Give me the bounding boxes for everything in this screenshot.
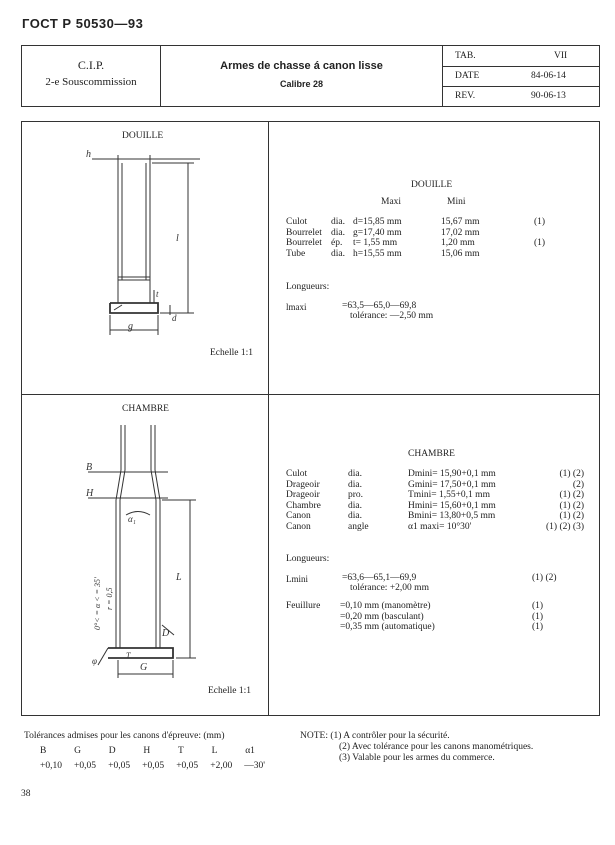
maxi-value: h=15,55 mm [353, 248, 402, 259]
douille-heading: DOUILLE [411, 180, 453, 190]
part-name: Drageoir [286, 479, 320, 490]
row-notes: (1) (2) [559, 469, 584, 479]
chambre-T-label: T [126, 651, 131, 660]
douille-l-label: l [176, 233, 179, 244]
lmini-value: =63,6—65,1—69,9 [342, 573, 417, 583]
part-name: Canon [286, 511, 311, 521]
standard-header: ГОСТ Р 50530—93 [22, 16, 144, 31]
rev-label: REV. [455, 91, 476, 101]
tolerance-letter: H [143, 746, 151, 756]
measure-kind: pro. [348, 490, 364, 500]
tolerance-letter: G [74, 746, 81, 756]
part-name: Bourrelet [286, 238, 322, 248]
row-note: (1) [534, 217, 546, 227]
divider [268, 122, 269, 715]
tolerance-letters [40, 746, 255, 756]
note-3: (3) Valable pour les armes du commerce. [339, 753, 495, 763]
douille-g-label: g [128, 321, 133, 332]
feuillure-note: (1) [532, 622, 544, 632]
row-notes: (1) (2) [559, 490, 584, 500]
part-name: Tube [286, 248, 306, 259]
chambre-scale: Echelle 1:1 [208, 686, 251, 696]
chambre-phi-label: φ [92, 656, 97, 666]
chambre-B-label: B [86, 462, 93, 473]
measure-kind: ép. [331, 238, 343, 248]
feuillure-note: (1) [532, 611, 544, 622]
douille-d-label: d [172, 313, 177, 323]
tab-value: VII [554, 51, 568, 61]
maxi-value: t= 1,55 mm [353, 238, 398, 248]
chambre-H-label: H [86, 488, 94, 499]
lmini-notes: (1) (2) [532, 573, 557, 583]
feuillure-row [340, 622, 550, 633]
lmaxi-value: =63,5—65,0—69,8 [342, 301, 417, 311]
lmini-tolerance: tolérance: +2,00 mm [350, 583, 429, 593]
maxi-value: g=17,40 mm [353, 227, 402, 238]
lmaxi-label: lmaxi [286, 302, 307, 312]
chambre-row [286, 511, 586, 522]
measure-kind: dia. [348, 511, 362, 521]
org-sub: 2-e Souscommission [45, 76, 137, 88]
row-notes: (1) (2) [559, 500, 584, 511]
divider [160, 46, 161, 106]
chambre-row [286, 469, 586, 480]
rev-value: 90-06-13 [531, 91, 566, 101]
feuillure-row [340, 612, 550, 623]
divider [442, 46, 443, 106]
min-value: Bmini= 13,80+0,5 mm [408, 511, 496, 521]
feuillure-note: (1) [532, 601, 544, 611]
tolerance-value: +2,00 [210, 761, 233, 771]
feuillure-list [340, 601, 550, 633]
chambre-alpha-range: 0°< = α < = 35' [93, 577, 102, 630]
tolerance-letter: L [211, 746, 218, 756]
chambre-L-label: L [176, 572, 182, 583]
lmini-label: Lmini [286, 574, 308, 584]
tab-label: TAB. [455, 51, 476, 61]
measure-kind: dia. [331, 217, 345, 227]
measure-kind: dia. [331, 227, 345, 238]
org-name: C.I.P. [77, 58, 105, 72]
part-name: Culot [286, 217, 308, 227]
divider [22, 394, 599, 395]
feuillure-row [340, 601, 550, 612]
measure-kind: angle [348, 521, 369, 532]
tolerance-letter: α1 [245, 746, 255, 756]
measure-kind: dia. [348, 479, 362, 490]
feuillure-value: =0,35 mm (automatique) [340, 622, 435, 632]
tolerance-letter: D [108, 746, 116, 756]
part-name: Canon [286, 521, 311, 532]
part-name: Bourrelet [286, 227, 322, 238]
tolerance-value: +0,05 [74, 761, 97, 771]
tolerance-value: +0,05 [108, 761, 131, 771]
tolerance-value: —30' [244, 761, 265, 771]
part-name: Culot [286, 469, 308, 479]
douille-row [286, 249, 556, 260]
douille-table [286, 217, 556, 259]
chambre-row [286, 490, 586, 501]
note-2: (2) Avec tolérance pour les canons manométriques. [339, 742, 534, 752]
divider [443, 86, 599, 87]
tolerance-letter: T [178, 746, 184, 756]
min-value: α1 maxi= 10°30' [408, 521, 472, 532]
chambre-D-label: D [162, 628, 170, 639]
douille-h-label: h [86, 149, 91, 160]
chambre-heading: CHAMBRE [408, 449, 455, 459]
divider [443, 66, 599, 67]
douille-drawing [80, 145, 210, 350]
douille-longueurs: Longueurs: [286, 282, 330, 292]
mini-value: 17,02 mm [441, 227, 480, 238]
chambre-table [286, 469, 586, 532]
tolerance-value: +0,10 [40, 761, 62, 771]
note-1: NOTE: (1) A contrôler pour la sécurité. [300, 731, 450, 741]
part-name: Drageoir [286, 490, 320, 500]
mini-value: 15,67 mm [441, 217, 480, 227]
tolerance-value: +0,05 [142, 761, 165, 771]
min-value: Tmini= 1,55+0,1 mm [408, 490, 490, 500]
page-number: 38 [21, 789, 31, 799]
douille-t-label: t [156, 289, 159, 299]
lmaxi-tolerance: tolérance: —2,50 mm [350, 311, 434, 321]
col-mini: Mini [447, 197, 466, 207]
douille-row [286, 238, 556, 249]
chambre-a1-label: α₁ [128, 514, 136, 524]
maxi-value: d=15,85 mm [353, 217, 402, 227]
chambre-G-label: G [140, 662, 148, 673]
part-name: Chambre [286, 500, 321, 511]
douille-scale: Echelle 1:1 [210, 348, 253, 358]
min-value: Hmini= 15,60+0,1 mm [408, 500, 496, 511]
chambre-row [286, 522, 586, 533]
min-value: Dmini= 15,90+0,1 mm [408, 469, 496, 479]
measure-kind: dia. [348, 500, 362, 511]
chambre-longueurs: Longueurs: [286, 554, 330, 564]
row-notes: (1) (2) [559, 511, 584, 521]
measure-kind: dia. [348, 469, 362, 479]
row-notes: (2) [572, 479, 584, 490]
tolerance-letter: B [40, 746, 47, 756]
row-notes: (1) (2) (3) [546, 521, 584, 532]
tolerance-value: +0,05 [176, 761, 199, 771]
row-note: (1) [534, 238, 546, 248]
douille-row [286, 217, 556, 228]
chambre-r-value: r = 0,5 [105, 587, 114, 610]
calibre: Calibre 28 [279, 79, 324, 89]
col-maxi: Maxi [381, 197, 402, 207]
feuillure-value: =0,10 mm (manomètre) [340, 601, 431, 611]
date-value: 84-06-14 [531, 71, 566, 81]
mini-value: 15,06 mm [441, 248, 480, 259]
min-value: Gmini= 17,50+0,1 mm [408, 479, 496, 490]
chambre-drawing [78, 420, 228, 690]
mini-value: 1,20 mm [441, 238, 475, 248]
feuillure-label: Feuillure [286, 601, 321, 611]
chambre-row [286, 501, 586, 512]
measure-kind: dia. [331, 248, 345, 259]
title-block [21, 45, 600, 107]
chambre-drawing-title: CHAMBRE [122, 404, 169, 414]
douille-row [286, 228, 556, 239]
tolerance-values [40, 761, 265, 771]
douille-drawing-title: DOUILLE [122, 131, 164, 141]
tolerances-title: Tolérances admises pour les canons d'épreuve: (mm) [24, 731, 225, 741]
doc-title: Armes de chasse á canon lisse [220, 60, 383, 72]
feuillure-value: =0,20 mm (basculant) [340, 611, 424, 622]
date-label: DATE [455, 71, 480, 81]
chambre-row [286, 480, 586, 491]
